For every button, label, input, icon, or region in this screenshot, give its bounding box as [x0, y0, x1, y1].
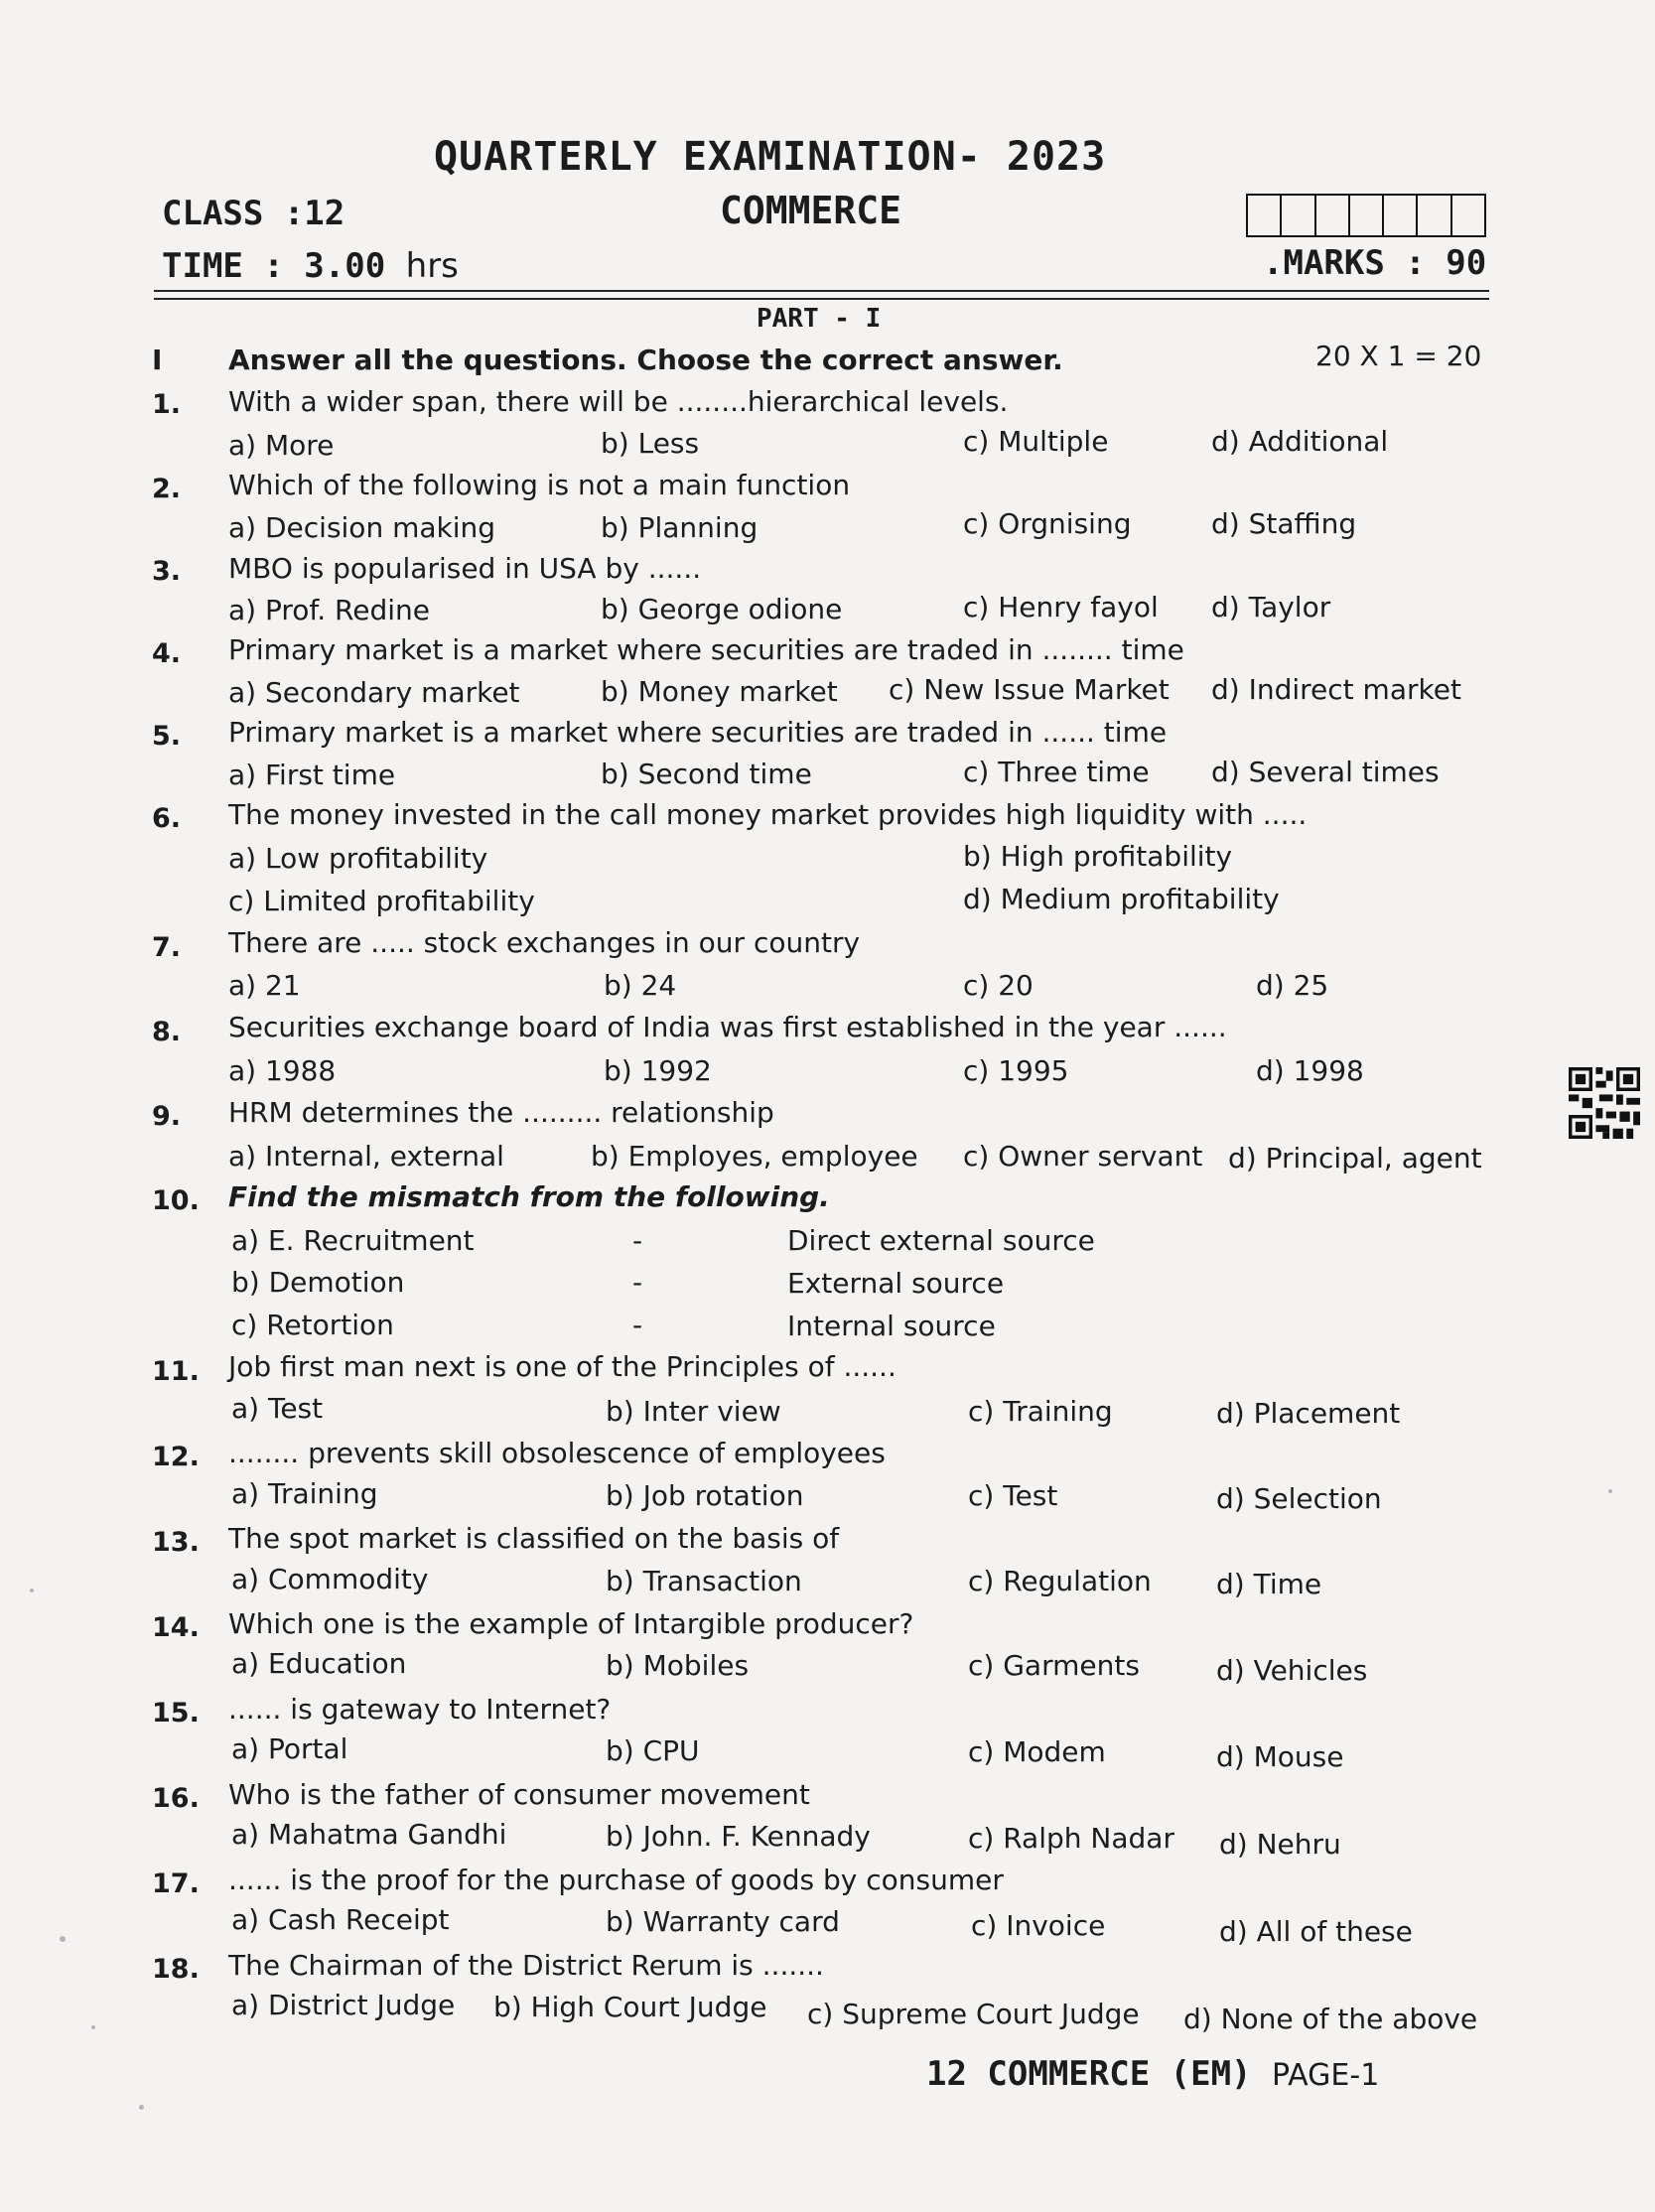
question-text: Primary market is a market where securities are traded in ........ time — [228, 633, 1184, 666]
question-text: Which one is the example of Intargible producer? — [228, 1607, 914, 1640]
option-d: d) All of these — [1219, 1915, 1413, 1948]
scan-speck — [30, 1589, 34, 1592]
option-b: b) Transaction — [606, 1565, 802, 1597]
option-a: a) Internal, external — [228, 1140, 504, 1173]
question-number: 5. — [152, 721, 182, 752]
question-number: 11. — [152, 1356, 200, 1387]
option-a: a) District Judge — [231, 1989, 456, 2021]
option-d: d) Staffing — [1211, 507, 1357, 540]
scan-speck — [91, 2025, 95, 2029]
option-d: d) Several times — [1211, 756, 1440, 788]
option-d: d) Medium profitability — [963, 883, 1280, 915]
question-text: ........ prevents skill obsolescence of employees — [228, 1437, 886, 1469]
question-number: 1. — [152, 389, 182, 420]
question-number: 14. — [152, 1612, 200, 1643]
question-number: 8. — [152, 1017, 182, 1047]
question-number: 2. — [152, 474, 182, 504]
part-label: PART - I — [757, 304, 882, 334]
question-number: 3. — [152, 556, 182, 587]
scan-speck — [1608, 1489, 1612, 1493]
question-number: 18. — [152, 1954, 200, 1985]
option-b: b) Mobiles — [606, 1649, 750, 1682]
option-d: d) Nehru — [1219, 1828, 1341, 1861]
marks-label: .MARKS : 90 — [1263, 243, 1487, 283]
subject-title: COMMERCE — [720, 189, 902, 232]
option-c: c) New Issue Market — [889, 673, 1170, 706]
question-text: MBO is popularised in USA by ...... — [228, 552, 702, 585]
class-label: CLASS :12 — [162, 194, 345, 233]
option-a: a) Secondary market — [228, 676, 520, 709]
scan-speck — [60, 1936, 66, 1942]
option-c: c) Modem — [968, 1735, 1106, 1768]
option-d: d) Additional — [1211, 425, 1389, 458]
question-number: 12. — [152, 1442, 200, 1472]
question-text: Job first man next is one of the Principles of ...... — [228, 1350, 896, 1383]
question-number: 4. — [152, 638, 182, 669]
option-b: b) Employes, employee — [591, 1140, 918, 1173]
option-b: b) CPU — [606, 1734, 700, 1767]
section-roman: I — [152, 344, 163, 376]
question-text: Primary market is a market where securities are traded in ...... time — [228, 716, 1168, 749]
question-number: 6. — [152, 803, 182, 834]
option-a: a) Prof. Redine — [228, 594, 430, 626]
question-text: Who is the father of consumer movement — [228, 1778, 810, 1811]
option-a: a) Low profitability — [228, 842, 488, 875]
option-d: d) Time — [1216, 1568, 1322, 1600]
footer-page: PAGE-1 — [1272, 2058, 1380, 2093]
time-label — [162, 246, 459, 286]
question-number: 9. — [152, 1101, 182, 1132]
option-d: d) Taylor — [1211, 591, 1331, 623]
pair-left: a) E. Recruitment — [231, 1224, 475, 1257]
option-c: c) Ralph Nadar — [968, 1822, 1174, 1855]
option-c: c) 1995 — [963, 1054, 1069, 1087]
option-a: a) Commodity — [231, 1563, 429, 1595]
option-b: b) Less — [601, 427, 700, 460]
pair-dash: - — [632, 1309, 643, 1341]
option-b: b) Warranty card — [606, 1905, 840, 1938]
option-b: b) Planning — [601, 511, 759, 544]
pair-right: Internal source — [787, 1310, 996, 1342]
header-rule-top — [154, 290, 1489, 292]
footer — [926, 2054, 1379, 2094]
option-c: c) Test — [968, 1479, 1058, 1512]
option-d: d) 25 — [1256, 969, 1329, 1002]
option-c: c) 20 — [963, 969, 1034, 1002]
option-b: b) High Court Judge — [493, 1991, 767, 2023]
option-d: d) Principal, agent — [1228, 1142, 1482, 1175]
option-a: a) 21 — [228, 969, 301, 1002]
question-text: HRM determines the ......... relationship — [228, 1096, 774, 1129]
question-number: 10. — [152, 1185, 200, 1216]
option-c: c) Training — [968, 1395, 1113, 1428]
section-marks: 20 X 1 = 20 — [1315, 340, 1482, 372]
option-c: c) Regulation — [968, 1565, 1152, 1597]
question-number: 16. — [152, 1783, 200, 1814]
option-b: b) 1992 — [604, 1054, 712, 1087]
option-a: a) Test — [231, 1392, 324, 1425]
option-d: d) 1998 — [1256, 1054, 1364, 1087]
register-number-box — [1246, 194, 1486, 237]
time-unit: hrs — [405, 246, 459, 286]
option-b: b) High profitability — [963, 840, 1233, 873]
footer-code: 12 COMMERCE (EM) — [926, 2054, 1252, 2094]
question-number: 17. — [152, 1868, 200, 1899]
question-text: Which of the following is not a main function — [228, 469, 851, 501]
qr-code-icon — [1569, 1067, 1640, 1139]
time-value: TIME : 3.00 — [162, 246, 386, 286]
option-b: b) Second time — [601, 758, 812, 790]
option-d: d) Selection — [1216, 1482, 1382, 1515]
option-a: a) More — [228, 429, 335, 462]
option-c: c) Supreme Court Judge — [807, 1998, 1140, 2030]
pair-dash: - — [632, 1266, 643, 1299]
pair-right: Direct external source — [787, 1224, 1095, 1257]
option-a: a) Training — [231, 1477, 378, 1510]
option-c: c) Garments — [968, 1649, 1140, 1682]
option-c: c) Orgnising — [963, 507, 1132, 540]
option-c: c) Multiple — [963, 425, 1109, 458]
option-d: d) Indirect market — [1211, 673, 1461, 706]
option-c: c) Invoice — [971, 1909, 1106, 1942]
option-d: d) Vehicles — [1216, 1654, 1368, 1687]
scan-speck — [139, 2105, 144, 2110]
question-text: ...... is the proof for the purchase of goods by consumer — [228, 1864, 1004, 1896]
question-number: 13. — [152, 1527, 200, 1558]
question-text: With a wider span, there will be ........hierarchical levels. — [228, 385, 1009, 418]
option-a: a) Decision making — [228, 511, 496, 544]
question-number: 7. — [152, 932, 182, 963]
pair-left: c) Retortion — [231, 1309, 394, 1341]
option-d: d) None of the above — [1183, 2003, 1478, 2035]
option-c: c) Three time — [963, 756, 1150, 788]
option-b: b) Job rotation — [606, 1479, 804, 1512]
option-b: b) Inter view — [606, 1395, 781, 1428]
option-c: c) Henry fayol — [963, 591, 1159, 623]
option-c: c) Limited profitability — [228, 885, 535, 917]
question-text: The money invested in the call money market provides high liquidity with ..... — [228, 798, 1308, 831]
option-b: b) George odione — [601, 593, 843, 625]
option-a: a) Cash Receipt — [231, 1903, 450, 1936]
option-b: b) John. F. Kennady — [606, 1820, 871, 1853]
pair-dash: - — [632, 1224, 643, 1257]
section-instruction: Answer all the questions. Choose the correct answer. — [228, 344, 1063, 376]
option-a: a) 1988 — [228, 1054, 337, 1087]
question-text: Securities exchange board of India was first established in the year ...... — [228, 1011, 1227, 1043]
option-a: a) First time — [228, 759, 396, 791]
option-a: a) Portal — [231, 1732, 348, 1765]
option-a: a) Mahatma Gandhi — [231, 1818, 507, 1851]
question-text: Find the mismatch from the following. — [228, 1180, 830, 1213]
question-text: ...... is gateway to Internet? — [228, 1693, 612, 1726]
exam-title: QUARTERLY EXAMINATION- 2023 — [434, 134, 1107, 180]
option-d: d) Mouse — [1216, 1740, 1344, 1773]
header-rule-bottom — [154, 298, 1489, 300]
option-c: c) Owner servant — [963, 1140, 1203, 1173]
question-number: 15. — [152, 1698, 200, 1728]
question-text: There are ..... stock exchanges in our country — [228, 926, 861, 959]
pair-right: External source — [787, 1267, 1005, 1300]
option-a: a) Education — [231, 1647, 407, 1680]
option-b: b) Money market — [601, 675, 838, 708]
option-b: b) 24 — [604, 969, 677, 1002]
option-d: d) Placement — [1216, 1397, 1401, 1430]
question-text: The Chairman of the District Rerum is ....... — [228, 1949, 824, 1982]
pair-left: b) Demotion — [231, 1266, 405, 1299]
question-text: The spot market is classified on the basis of — [228, 1522, 840, 1555]
